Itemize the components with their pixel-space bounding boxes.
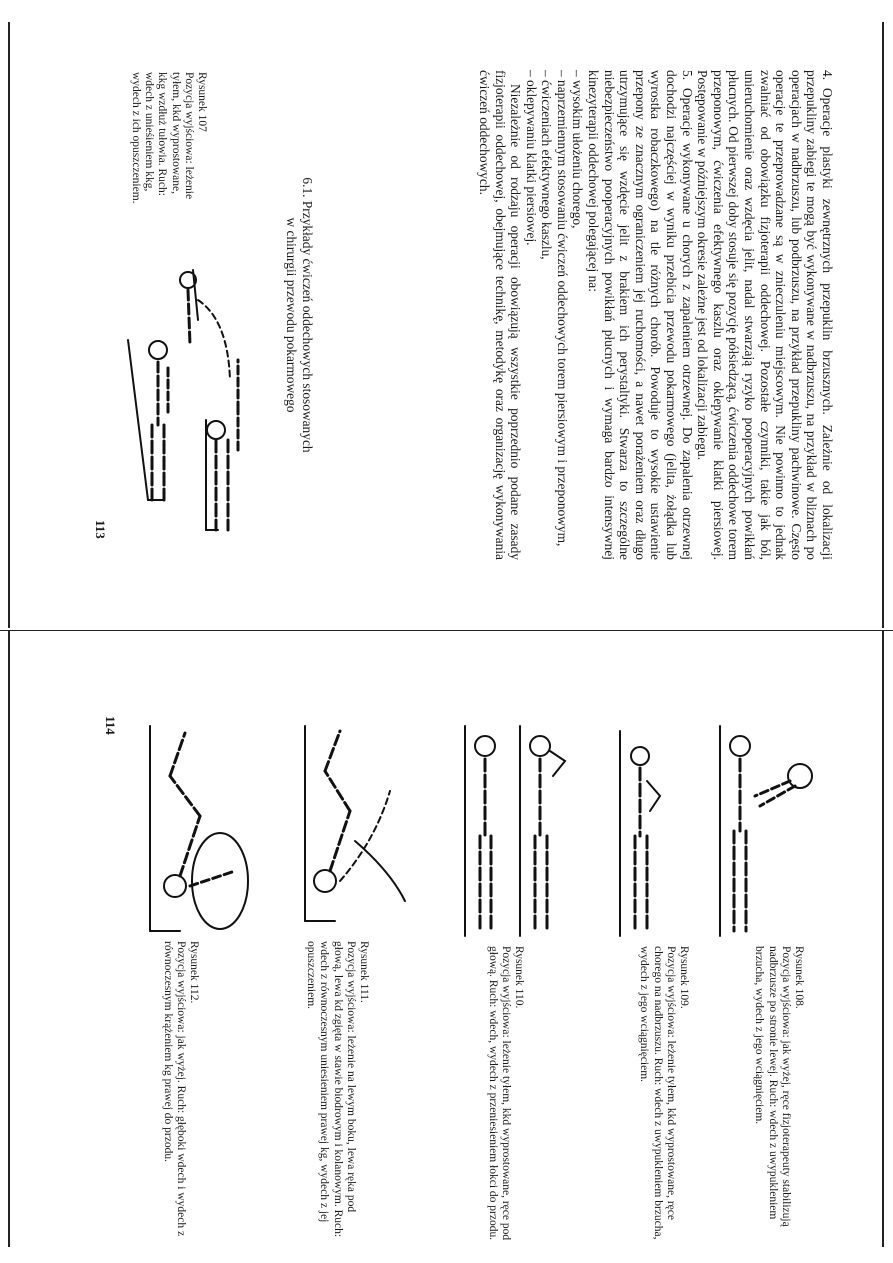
list-item: – naprzemiennym stosowaniu ćwiczeń oddechowych torem piersiowym i przeponowym, xyxy=(554,70,570,547)
figure-caption-title: Rysunek 107 xyxy=(196,72,208,132)
section-heading-line2: w chirurgii przewodu pokarmowego xyxy=(284,217,299,413)
page-number: 113 xyxy=(93,520,108,539)
figure-107-illustration xyxy=(118,250,258,540)
figure-caption-text: Pozycja wyjściowa: leżenie tyłem, kkd wyprostowane, ręce pod głową. Ruch: wdech, wydech z przeniesieniem łokci do przodu. xyxy=(486,946,512,1241)
page-number: 114 xyxy=(103,716,118,735)
paragraph-4: 4.Operacje plastyki zewnętrznych przepuklin brzusznych. Zależnie od lokalizacji przepukliny zabiegi te mogą być wykonywane w nadbrzuszu, na przykład w bliznach po operacjach w nadbrzuszu, lub podbrzuszu, na przykład przepukliny pachwinowe. Często operacje te przeprowadzane są w znieczuleniu miejscowym. Nie powinno to jednak zwalniać od obowiązku fizjoterapii oddechowej. Pozostałe czynniki, takie jak ból, unieruchomienie oraz wzdęcia jelit, nadal stwarzają ryzyko pooperacyjnych powikłań płucnych. Od pierwszej doby stosuje się pozycję półsiedzącą, ćwiczenia oddechowe torem przeponowym, ćwiczenia efektywnego kaszlu oraz oklepywanie klatki piersiowej. Postępowanie w późniejszym okresie zależne jest od lokalizacji zabiegu. xyxy=(695,70,835,560)
figure-caption-text: Pozycja wyjściowa: leżenie tyłem, kkd wyprostowane, kkg wzdłuż tułowia. Ruch: wdech z unieśieniem kkg, wydech z ich opuszczeniem. xyxy=(129,72,195,204)
list-item: – ćwiczeniach efektywnego kaszlu, xyxy=(539,70,555,260)
list-item: – wysokim ułożeniu chorego, xyxy=(570,70,586,229)
figure-caption xyxy=(160,941,200,1241)
paragraph-5: 5.Operacje wykonywane u chorych z zapaleniem otrzewnej. Do zapalenia otrzewnej dochodzi najczęściej w wyniku przebicia przewodu pokarmowego (jelita, żołądka lub wyrostka robaczkowego) na tle różnych chorób. Powoduje to wysokie ustawienie przepony ze znacznym ograniczeniem jej ruchomości, a nawet porażeniem oraz długo utrzymujące się wzdęcie jelit z brakiem ich perystaltyki. Stwarza to szczególne niebezpieczeństwo pooperacyjnych powikłań płucnych i wymaga bardzo intensywnej kinezyterapii oddechowej polegającej na: xyxy=(586,70,695,560)
figure-caption xyxy=(485,946,525,1246)
figure-caption-text: Pozycja wyjściowa: leżenie na lewym boku, lewa ręka pod głową, lewa kd zgięta w stawie biodrowym i kolanowym. Ruch: wdech z równoczesnym uniesieniem prawej kg, wydech z jej opuszczeniem. xyxy=(305,941,357,1238)
figure-110-illustration xyxy=(455,721,575,941)
figure-caption-title: Rysunek 108. xyxy=(793,946,805,1009)
figure-caption-text: Pozycja wyjściowa: jak wyżej, ręce fizjoterapeuty stabilizują nadbrzusze po stronie lewej. Ruch: wdech z uwypukleniem brzucha, wydech z jego wciągnięciem. xyxy=(753,946,792,1227)
figure-caption xyxy=(752,946,805,1246)
figure-caption-title: Rysunek 112. xyxy=(188,941,200,1004)
figure-caption-title: Rysunek 110. xyxy=(513,946,525,1009)
page-113 xyxy=(0,0,893,631)
figure-caption-text: Pozycja wyjściowa: leżenie tyłem, kkd wyprostowane, ręce chorego na nadbrzuszu. Ruch: wdech z uwypukleniem brzucha, wydech z jego wciągnięciem. xyxy=(638,946,677,1240)
figure-caption-title: Rysunek 111. xyxy=(358,941,370,1003)
closing-paragraph: Niezależnie od rodzaju operacji obowiązują wszystkie poprzednio podane zasady fizjoterapii oddechowej, obejmujące technikę, metodykę oraz organizację wykonywania ćwiczeń oddechowych. xyxy=(476,70,524,560)
section-heading-line1: 6.1. Przykłady ćwiczeń oddechowych stosowanych xyxy=(300,177,315,453)
body-text xyxy=(476,70,835,560)
figure-108-illustration xyxy=(700,721,820,941)
figure-111-illustration xyxy=(295,721,425,931)
figure-caption-text: Pozycja wyjściowa: jak wyżej. Ruch: głęboki wdech i wydech z równoczesnym krążeniem kg prawej do przodu. xyxy=(161,941,187,1237)
page-114 xyxy=(0,631,893,1262)
figure-caption-title: Rysunek 109. xyxy=(678,946,690,1009)
figure-112-illustration xyxy=(140,721,260,936)
figure-caption xyxy=(129,72,208,212)
section-heading xyxy=(283,135,315,495)
figure-109-illustration xyxy=(605,726,685,941)
figure-caption xyxy=(637,946,690,1246)
list-item: – oklepywaniu klatki piersiowej. xyxy=(523,70,539,246)
figure-caption xyxy=(304,941,370,1241)
